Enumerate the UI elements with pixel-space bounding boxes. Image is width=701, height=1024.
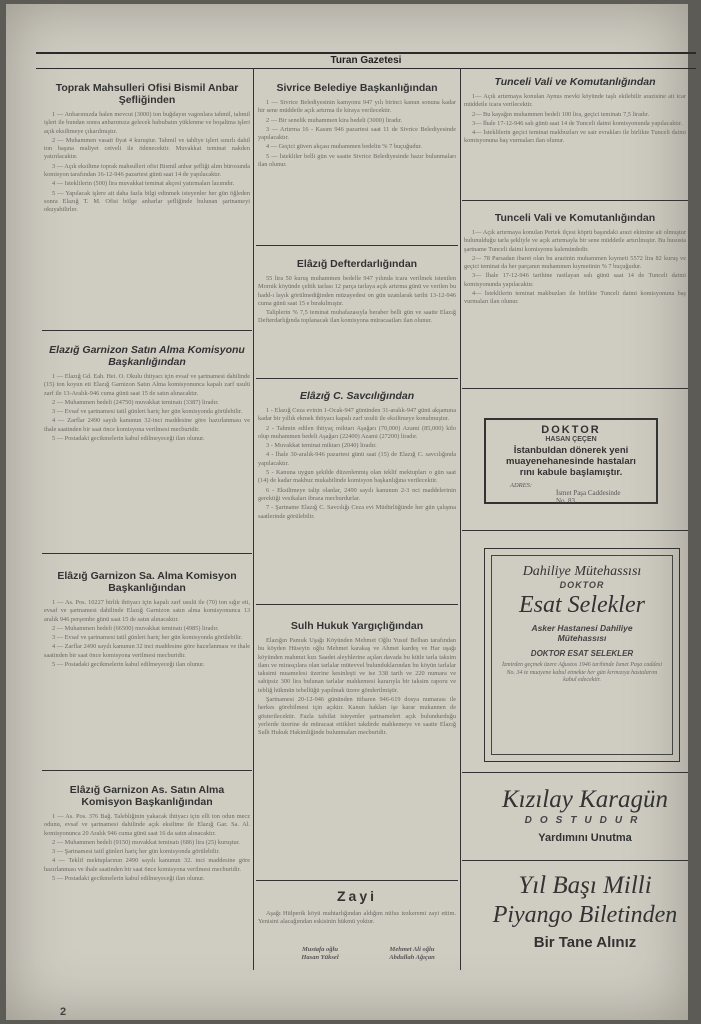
paragraph: 2— 78 Parsadan ibaret olan bu arazinin muhammen kıymeti 5572 lira 82 kuruş ve geçici teminat da her parçanın muhammen kıymetinin % 7 buçuğudur.: [464, 254, 686, 271]
ad-address: İsmet Paşa Caddesinde: [556, 489, 621, 497]
ad-subtitle: Mütehassısı: [557, 633, 607, 643]
ad-subtitle: DOKTOR ESAT SELEKLER: [530, 649, 634, 658]
paragraph: 3 — Artırma 16 - Kasım 946 pazartesi saat 11 de Sivrice Belediyesinde yapılacaktır.: [258, 125, 456, 142]
paragraph: 5 — Postadaki gecikmelerin kabul edilmeyeceği ilan olunur.: [52, 435, 205, 443]
article-body: [258, 407, 456, 521]
ad-address-label: ADRES:: [510, 482, 533, 489]
section-divider: [256, 378, 458, 379]
paragraph: Şartnamesi 20-12-946 gününden itibaren 946-619 dosya numarası ile herkes görebilmesi için açıktır. Kanun hakları işe karar mukannen de gösterilecektir. Fazla tafsilat isteyenler şartnameleri açık bulundurduğu yerlerde üzerine de müracaat ettikleri takdirde mahkemeye ve saatte Elazığ Sulh Hukuk Hakimliğinde bulunmaları mecburidir.: [258, 696, 456, 737]
article-body: [464, 229, 686, 307]
paragraph: 3— İhale 17-12-946 salı günü saat 14 de Tunceli daimi komisyonunda yapılacaktır.: [472, 119, 683, 127]
article-heading: Tunceli Vali ve Komutanlığından: [494, 212, 656, 224]
paragraph: 5 — Postadaki gecikmelerin kabul edilmeyeceği ilan olunur.: [52, 875, 205, 883]
article-heading: Elâzığ Garnizon As. Satın Alma Komisyon Başkanlığından: [69, 784, 225, 808]
article-sivrice: [258, 82, 456, 242]
paragraph: 4 — Isteklilerin (500) lira muvakkat teminat akçesi yatırmaları lazımdır.: [52, 180, 235, 188]
ad-kizilay-title: Kızılay Karagün: [502, 786, 668, 813]
section-divider: [42, 553, 252, 554]
article-tunceli-2: [464, 212, 686, 384]
section-divider: [256, 245, 458, 246]
article-heading: Elazığ Garnizon Satın Alma Komisyonu Başkanlığından: [49, 344, 245, 368]
paragraph: 1 — Sivrice Belediyesinin kamyonu 947 yılı birinci kanun sonuna kadar bir sene müddetle açık artırma ile kiraya verilecektir.: [258, 99, 456, 115]
paragraph: 2 - Tahmin edilen ihtiyaç miktarı Aşağarı (70,000) Azami (85,000) kilo olup muhammen bedeli Aşağarı (22400) Azami (27200) liradır.: [258, 424, 456, 440]
paragraph: 1 - Elazığ Ceza evinin 1-Ocak-947 gününden 31-aralık-947 günü akşamına kadar bir yıllık ekmek ihtiyacı kapalı zarf usulü ile eksiltmeye konulmuştur.: [258, 407, 456, 423]
paragraph: 2 — Muhammen bedeli (66500) muvakkat teminatı (4985) liradır.: [52, 624, 219, 632]
article-heading: Elâzığ Defterdarlığından: [296, 258, 418, 270]
section-divider: [42, 770, 252, 771]
article-body: [258, 275, 456, 326]
ad-name: Esat Selekler: [519, 592, 645, 618]
signature-line: Hasan Yüksel: [301, 954, 339, 961]
column-rule: [460, 68, 461, 970]
paragraph: 5 - Kanuna uygun şekilde düzenlenmiş olan teklif mektupları o gün saat (14) de kadar makbuz mukabilinde komisyon başkanlığına verilecektir.: [258, 469, 456, 485]
paragraph: 5 — İstekliler belli gün ve saatte Sivrice Belediyesinde hazır bulunmaları ilan olunur.: [258, 152, 456, 169]
article-body: [258, 637, 456, 738]
paragraph: 2 — Muhammen bedeli (9150) muvakkat teminatı (686) lira (25) kuruştur.: [52, 838, 240, 846]
ad-title: DOKTOR: [541, 424, 601, 436]
article-heading: Toprak Mahsulleri Ofisi Bismil Anbar Şefliğinden: [55, 82, 239, 106]
paragraph: 2— Bu kayağın muhammen bedeli 100 lira, geçici teminatı 7,5 liradır.: [472, 110, 650, 118]
article-body: [258, 99, 456, 169]
article-heading: Sulh Hukuk Yargıçlığından: [290, 620, 424, 632]
article-heading: Elâzığ Garnizon Sa. Alma Komisyon Başkanlığından: [57, 570, 237, 594]
paragraph: 2 — Muhammen bedeli (24750) muvakkat teminatı (3387) liradır.: [52, 398, 219, 406]
article-tunceli-1: [464, 76, 686, 196]
paragraph: 3 — Açık eksiltme toprak mahsulleri ofisi Bismil anbar şefliği alım bürosunda komisyon tarafından 16-12-946 pazartesi günü saat 14 de yapılacaktır.: [44, 162, 250, 179]
section-divider: [462, 530, 688, 531]
page-number: 2: [60, 1006, 67, 1018]
ad-specialty: Dahiliye Mütehassısı: [522, 564, 642, 579]
article-savcilik: [258, 390, 456, 600]
paragraph: 4— İsteklilerin teminat makbuzları ile birlikte Tunceli daimi komisyonuna baş vurmaları ilan olunur.: [464, 290, 686, 306]
ad-inner-frame: [491, 555, 673, 755]
article-body: [464, 93, 686, 146]
paragraph: Elazığın Pamuk Uşağı Köyünden Mehmet Oğlu Yusuf Belhan tarafından bu köyden Hüseyin oğlu Mehmet karakaş ve Ahmet kardeş ve Har uşağı köyünden mahmut kızı Saadet aleyhlerine açılan davada bu kütle tarla taksim ilanı ve mirasçılara olan tarlalar mütevvel bulunduklarından bu köyün tarlalar taksimi muamelesi üzerine kesinleşti ve ise 338 tarih ve 220 numara ve sahipsiz 300 lira bulunan tarlalar mahkemesi kararıyla bir taksim raporu ve tebliğ hükmün tebellüğü yapılmak üzere gönderilmiştir.: [258, 637, 456, 694]
paragraph: 4 — Zarflar 2490 sayılı kanunun 32 inci maddesine göre hazırlanması ve ihale saatinden bir saat önce komisyona verilmesi mecburidir.: [44, 643, 250, 659]
paragraph: 1— Açık artırmaya konulan Pertek ilçesi köprü başındaki arazi ekimine ait olmuştur bulunulduğu tarla şekliyle ve açık artırmayla bir sene müddetle artırılmıştır. Bu hususta şartname Tunceli daimi komisyonu kalemindedir.: [464, 229, 686, 253]
ad-address: No. 83: [556, 497, 576, 505]
signature-line: Mehmet Ali oğlu: [389, 946, 435, 953]
section-divider: [462, 388, 688, 389]
column-rule: [253, 68, 254, 970]
ad-line: rını kabule başlamıştır.: [519, 467, 623, 478]
paragraph: 3 - Muvakkat teminat miktarı (2040) liradır.: [266, 442, 377, 450]
article-body: [258, 910, 456, 927]
ad-piyango-line: Bir Tane Alınız: [533, 934, 637, 951]
paragraph: 4 — Geçici güven akçası muhammen bedelin % 7 buçuğudur.: [266, 143, 422, 151]
article-garnizon-3: [44, 784, 250, 990]
ad-line: İstanbuldan dönerek yeni: [513, 445, 629, 456]
paragraph: 4 — Zarflar 2490 sayılı kanunun 32-inci maddesine göre hazırlanması ve ihale saatinden bir saat önce komisyona verilmesi mecburidir.: [44, 417, 250, 433]
article-body: [44, 813, 250, 883]
section-divider: [462, 200, 688, 201]
paragraph: 1— Açık artırmaya konulan Aynus mevki köyünde taşlı ekilebilir arazisine ait icar müddetle icara verilecektir.: [464, 93, 686, 109]
paragraph: 5 — Postadaki gecikmelerin kabul edilmeyeceği ilan olunur.: [52, 661, 205, 669]
signature-line: Abdullah Ağıçan: [389, 954, 435, 961]
signature-left: [280, 946, 360, 962]
ad-line: muayenehanesinde hastaları: [506, 456, 636, 467]
ad-title: DOKTOR: [559, 580, 605, 590]
ad-details: İzmirden geçmek üzere Ağustos 1946 tarihinde İsmet Paşa caddesi No. 34 te muayene kabul etmekte her gün kırmızıya hastalarını kabul edecektir.: [501, 662, 663, 683]
section-divider: [462, 860, 688, 861]
paragraph: 4 — Teklif mektuplarının 2490 sayılı kanunun 32. inci maddesine göre hazırlanması ve ihale saatinden bir saat önce komisyona verilmesi mecburidir.: [44, 857, 250, 873]
paragraph: 55 lira 50 kuruş muhammen bedelle 947 yılında icara verilmek istenilen Mornik köyünde çeltik tarlası 12 parça tarlaya açık artırma günü ve verilen bu hadd-ı layık görülmediğinden müzayedesi on gün uzatılarak tarihi 13-12-946 cuma günü saat 15 e bırakılmıştır.: [258, 275, 456, 307]
section-divider: [462, 772, 688, 773]
signature-line: Mustafa oğlu: [302, 946, 338, 953]
ad-name: HASAN ÇEÇEN: [545, 436, 597, 443]
article-body: [44, 599, 250, 669]
paragraph: 1 — As. Pos. 10227 birlik ihtiyacı için kapalı zarf usulü ile (70) ton sığır eti, evsaf ve şartnamesi dahilinde Elazığ Garnizon satın alma komisyonunca 13 aralık 946 perşembe günü saat 15 de satın alınacaktır.: [44, 599, 250, 623]
section-divider: [256, 880, 458, 881]
article-body: [44, 111, 250, 215]
section-divider: [256, 604, 458, 605]
ad-doktor-hasan: [484, 418, 658, 504]
paragraph: 3 — Şartnamesi tatil günleri hariç her gün komisyonda görülebilir.: [52, 848, 220, 856]
article-toprak: [44, 82, 250, 326]
ad-subtitle: Asker Hastanesi Dahiliye: [531, 623, 633, 633]
paragraph: 3— İhale 17-12-946 tarihine rastlayan salı günü saat 14 de Tunceli daimi komisyonunda yapılacaktır.: [464, 272, 686, 288]
article-heading: Elâzığ C. Savcılığından: [299, 390, 415, 402]
article-sulh: [258, 620, 456, 876]
ad-piyango-line: Yıl Başı Milli: [518, 872, 652, 899]
paragraph: 3 — Evsaf ve şartnamesi tatil günleri hariç her gün komisyonda görülebilir.: [52, 408, 243, 416]
paragraph: 7 - Şartname Elazığ C. Savcılığı Ceza evi Müdürlüğünde her gün çalışma saatlerinde görülebilir.: [258, 504, 456, 520]
paragraph: 2 — Bir senelik muhammen kira bedeli (3000) liradır.: [266, 116, 403, 124]
paragraph: 4 - İhale 30-aralık-946 pazartesi günü saat (15) de Elazığ C. savcılığında yapılacaktır.: [258, 451, 456, 467]
paragraph: Aşağı Hülperik köyü muhtarlığından aldığım nüfus tezkeremi zayi ettim. Yenisini alacağımdan eskisinin hükmü yoktur.: [258, 910, 456, 926]
article-heading: Zayi: [336, 888, 377, 904]
ad-doktor-esat-selekler: [484, 548, 680, 762]
article-body: [44, 373, 250, 443]
paragraph: 5 — Yapılacak işlere ait daha fazla bilgi edinmek isteyenler her gün öğleden sonra Elazığ T. M. Ofisi bölge anbarlar şefliğinde bulunan şartnameyi okuyabilirler.: [44, 189, 250, 214]
article-defterdarlik: [258, 258, 456, 374]
signature-right: [370, 946, 454, 962]
article-garnizon-2: [44, 570, 250, 766]
paragraph: 6 - Eksiltmeye talip olanlar, 2490 sayılı kanunun 2-3 nci maddelerinin gerektiği vesikaları ibraza mecburdurlar.: [258, 486, 456, 502]
paragraph: 1 — Elazığ Gd. Eah. Hei. O. Okulu ihtiyacı için evsaf ve şartnamesi dahilinde (15) ton koyun eti Elazığ Garnizon Satın Alma komisyonunca kapalı zarf usulü zarf ile 13-Aralık-946 cuma günü saat 15 de satın alınacaktır.: [44, 373, 250, 397]
article-heading: Sivrice Belediye Başkanlığından: [276, 82, 438, 94]
ad-piyango-line: Piyango Biletinden: [492, 902, 678, 928]
paragraph: 1 — Anbarımızda halen mevcut (3000) ton buğdayın vagonlara tahmil, tahmil işleri ile bundan sonra anbarımıza gelecek hububatın yüklenme ve boşaltma işleri açık eksiltmeye çıkarılmıştır.: [44, 111, 250, 135]
paragraph: Taliplerin % 7,5 teminat muhafazasıyla beraber belli gün ve saatte Elazığ Defterdarlığında toplanacak ilan komisyona müracaatları ilan olunur.: [258, 309, 456, 325]
article-heading: Tunceli Vali ve Komutanlığından: [494, 76, 656, 88]
paragraph: 2 — Muhammen vasati fiyat 4 kuruştur. Tahmil ve tahliye işleri sınırlı dahil ton başına maliyet cetveli ile ödenecektir. Muvakkat teminat nakden yatırılacaktır.: [44, 136, 250, 161]
paragraph: 1 — As. Pos. 376 Bağ. Talebliğinin yakacak ihtiyacı için elli ton odun mecz odunu, evsaf ve şartnamesi dahilinde açık eksiltme ile Elazığ Gar. Sa. Al. komisyonunca 20 Aralık 946 cuma günü saat 16 da satın alınacaktır.: [44, 813, 250, 837]
paragraph: 4— İsteklilerin geçici teminat makbuzları ve sair evrakları ile birlikte Tunceli daimi komisyonuna baş vurmaları ilan olunur.: [464, 129, 686, 145]
ad-kizilay-subtitle: DOSTUDUR: [524, 815, 646, 826]
section-divider: [42, 330, 252, 331]
ad-kizilay-slogan: Yardımını Unutma: [538, 832, 632, 844]
masthead: Turan Gazetesi: [36, 52, 696, 69]
paragraph: 3 — Evsaf ve şartnamesi tatil günleri hariç her gün komisyonda görülebilir.: [52, 634, 243, 642]
article-garnizon-1: [44, 344, 250, 550]
